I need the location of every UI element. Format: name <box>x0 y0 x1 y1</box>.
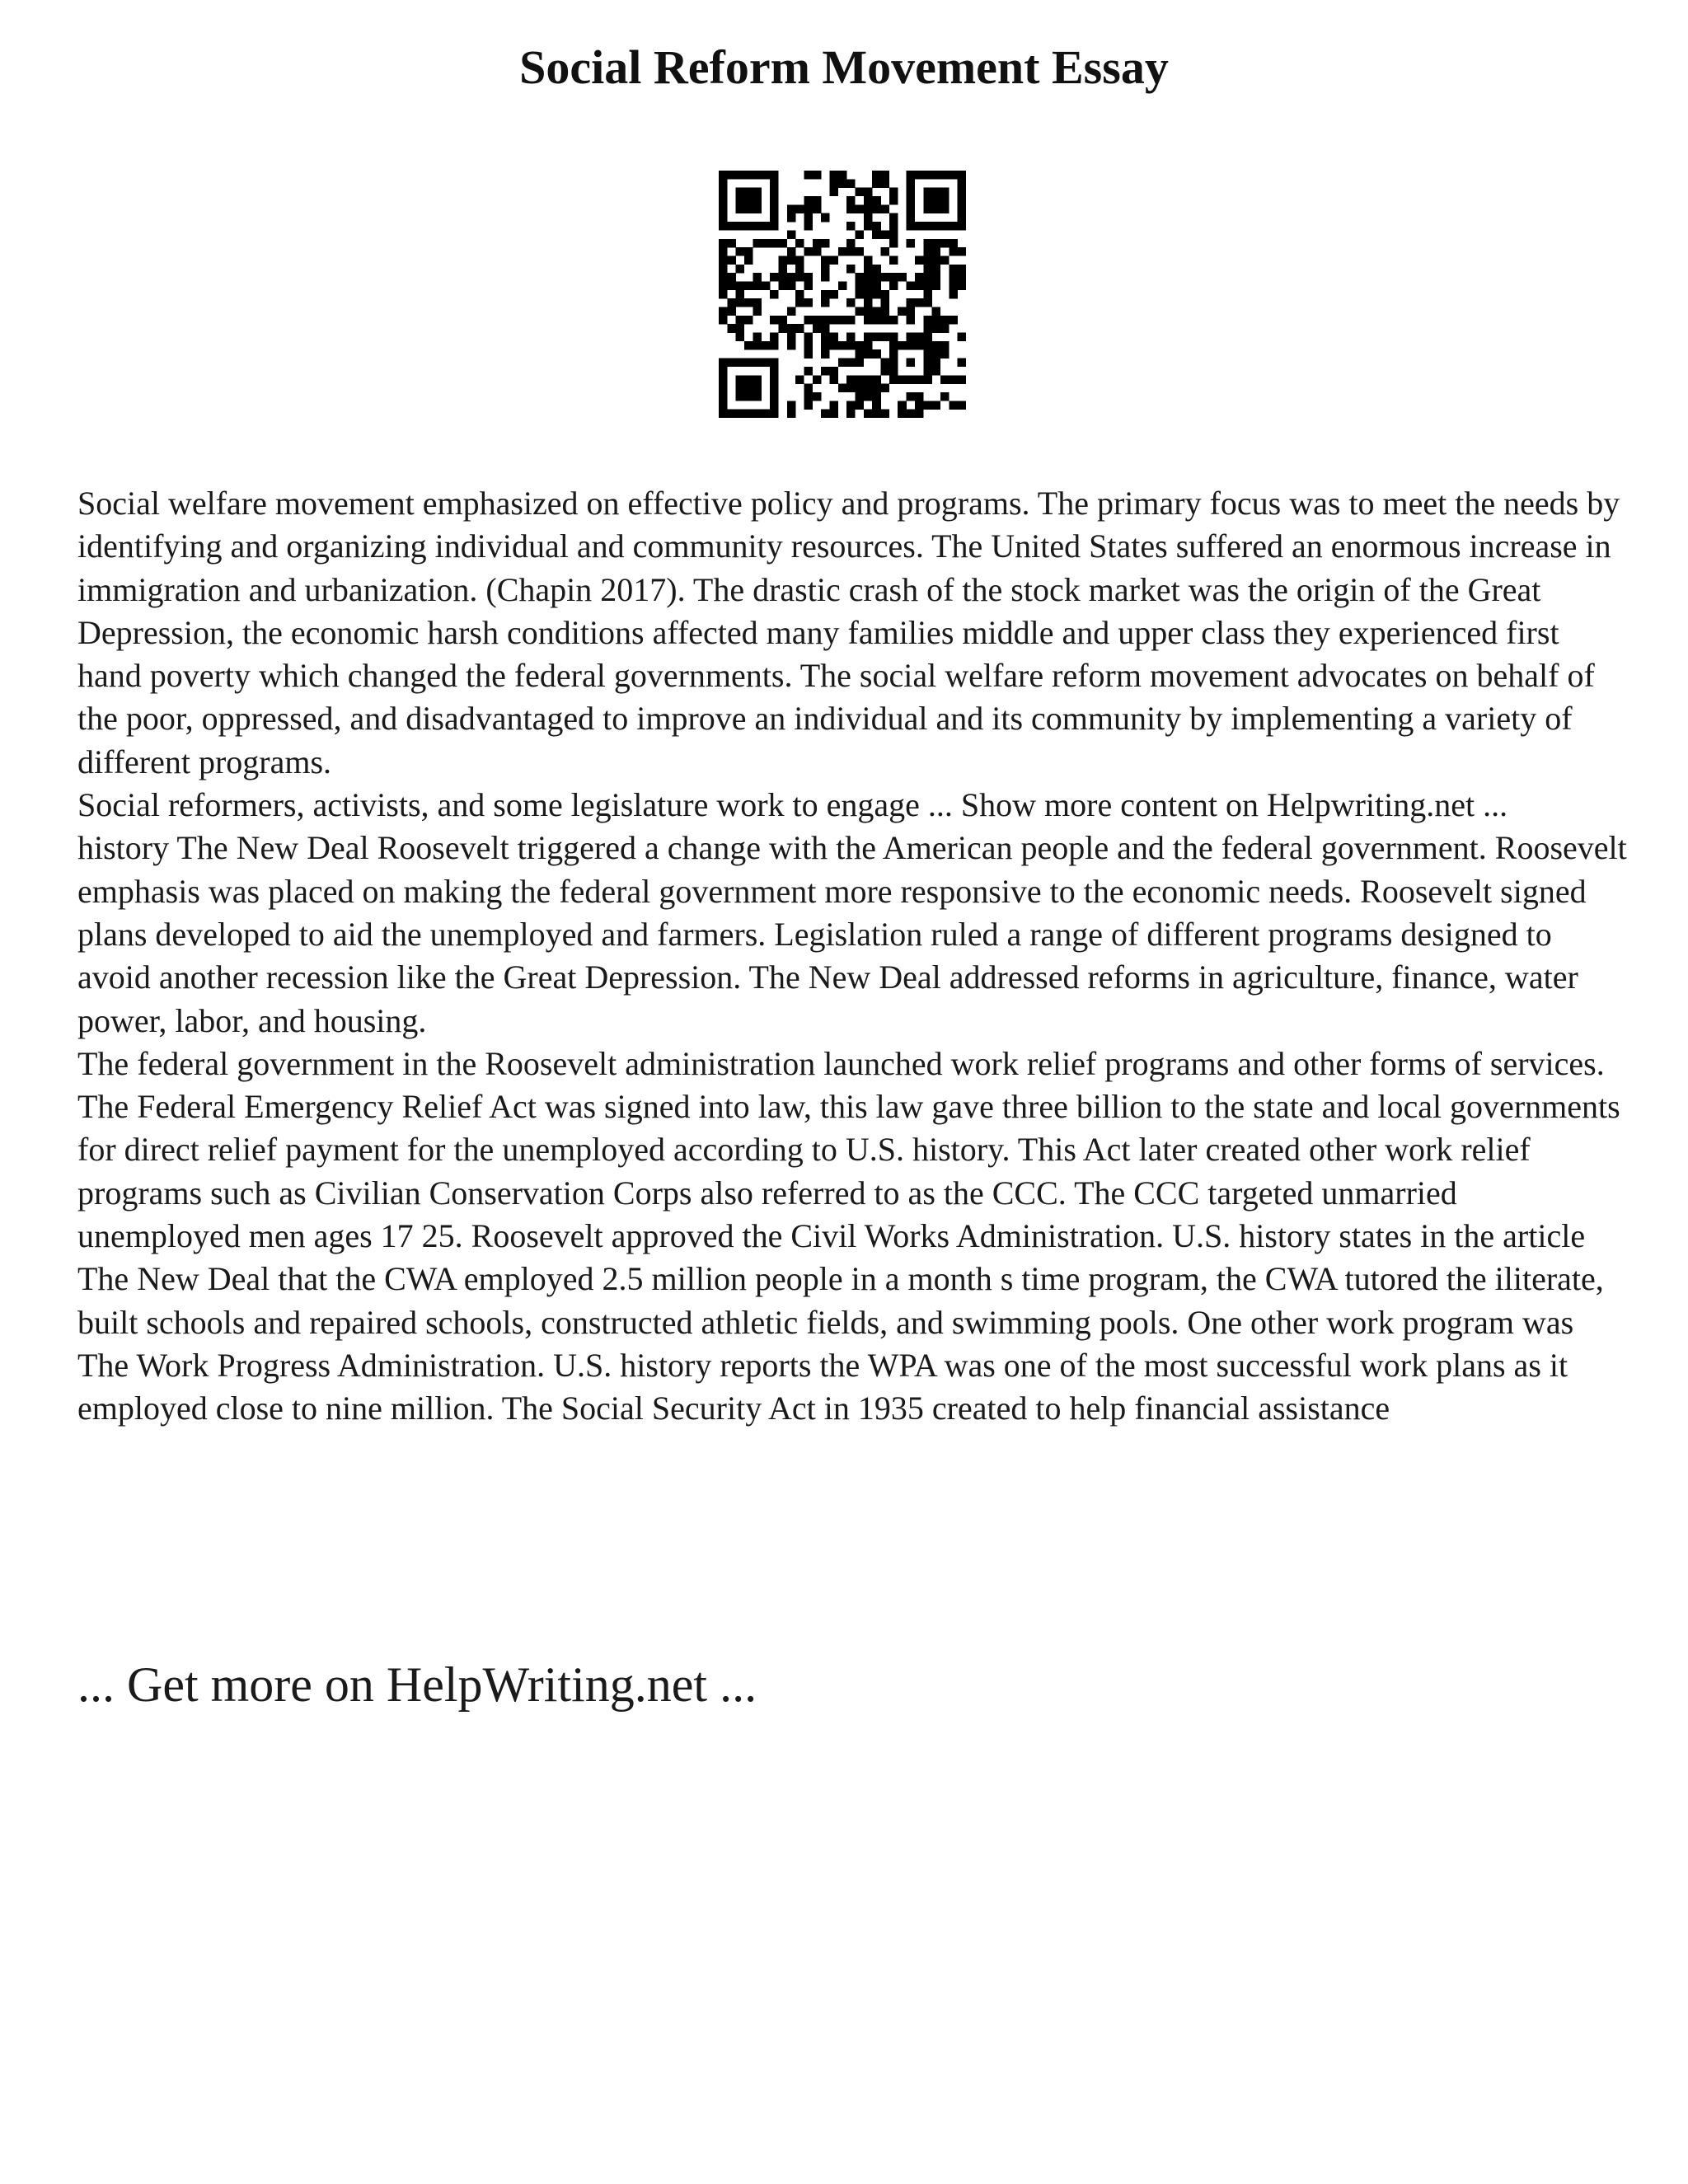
get-more-link[interactable]: ... Get more on HelpWriting.net ... <box>77 1657 757 1712</box>
essay-paragraph: Social welfare movement emphasized on effective policy and programs. The primary focus was to meet the needs by identifying and organizing individual and community resources. The United States suffered an enormous increase in immigration and urbanization. (Chapin 2017). The drastic crash of the stock market was the origin of the Great Depression, the economic harsh conditions affected many families middle and upper class they experienced first hand poverty which changed the federal governments. The social welfare reform movement advocates on behalf of the poor, oppressed, and disadvantaged to improve an individual and its community by implementing a variety of different programs. <box>77 485 1620 780</box>
essay-paragraph: The federal government in the Roosevelt administration launched work relief programs and other forms of services. The Federal Emergency Relief Act was signed into law, this law gave three billion to the state and local governments for direct relief payment for the unemployed according to U.S. history. This Act later created other work relief programs such as Civilian Conservation Corps also referred to as the CCC. The CCC targeted unmarried unemployed men ages 17 25. Roosevelt approved the Civil Works Administration. U.S. history states in the article The New Deal that the CWA employed 2.5 million people in a month s time program, the CWA tutored the iliterate, built schools and repaired schools, constructed athletic fields, and swimming pools. One other work program was The Work Progress Administration. U.S. history reports the WPA was one of the most successful work plans as it employed close to nine million. The Social Security Act in 1935 created to help financial assistance <box>77 1044 1620 1427</box>
qr-code-icon <box>719 171 966 418</box>
page-title: Social Reform Movement Essay <box>519 40 1169 94</box>
essay-body <box>77 482 1627 1431</box>
essay-paragraph: history The New Deal Roosevelt triggered a change with the American people and the federal government. Roosevelt emphasis was placed on making the federal government more responsive to the economic needs. Roosevelt signed plans developed to aid the unemployed and farmers. Legislation ruled a range of different programs designed to avoid another recession like the Great Depression. The New Deal addressed reforms in agriculture, finance, water power, labor, and housing. <box>77 829 1627 1039</box>
essay-paragraph: Social reformers, activists, and some legislature work to engage ... Show more content on Helpwriting.net ... <box>77 786 1508 824</box>
